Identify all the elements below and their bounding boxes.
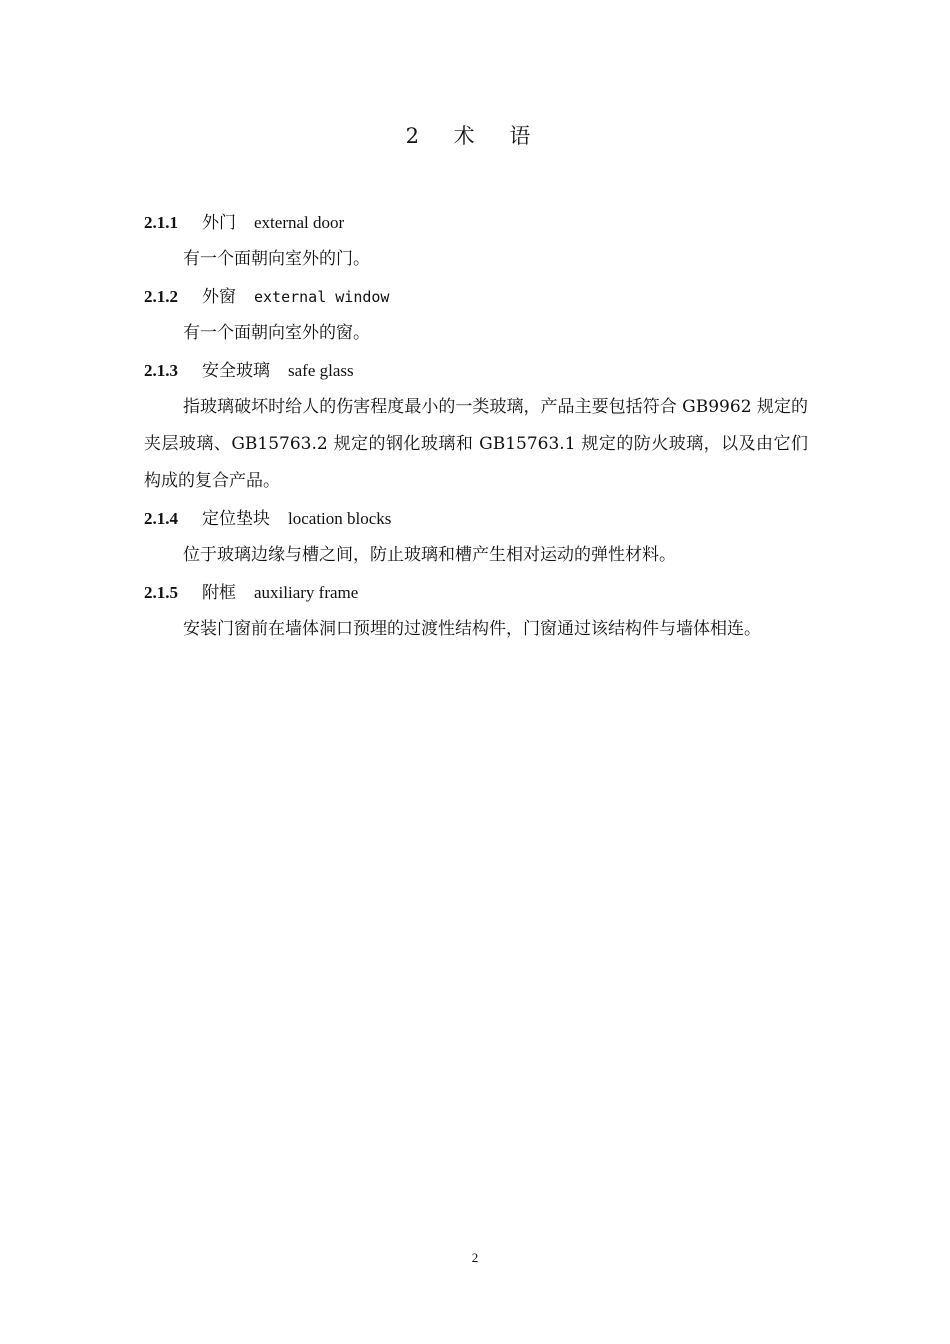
term-chinese: 外门 [202, 213, 236, 233]
term-number: 2.1.1 [144, 213, 178, 232]
term-heading [144, 500, 808, 537]
term-definition: 位于玻璃边缘与槽之间，防止玻璃和槽产生相对运动的弹性材料。 [183, 545, 676, 565]
term-number: 2.1.4 [144, 509, 178, 528]
term-heading [144, 574, 808, 611]
term-chinese: 附框 [202, 583, 236, 603]
page-number: 2 [471, 1250, 479, 1265]
term-definition: 有一个面朝向室外的窗。 [183, 323, 370, 343]
term-heading [144, 352, 808, 389]
term-chinese: 安全玻璃 [202, 361, 270, 381]
term-definition: 有一个面朝向室外的门。 [183, 249, 370, 269]
term-chinese: 外窗 [202, 287, 236, 307]
term-english: location blocks [288, 509, 392, 528]
page-title: 2 术 语 [405, 124, 545, 148]
term-chinese: 定位垫块 [202, 509, 270, 529]
term-number: 2.1.2 [144, 287, 178, 306]
term-number: 2.1.5 [144, 583, 178, 602]
term-english: safe glass [288, 361, 354, 380]
term-definition: 安装门窗前在墙体洞口预埋的过渡性结构件，门窗通过该结构件与墙体相连。 [183, 619, 761, 639]
term-heading [144, 278, 808, 315]
term-definition: 指玻璃破坏时给人的伤害程度最小的一类玻璃，产品主要包括符合 GB9962 规定的夹层玻璃、GB15763.2 规定的钢化玻璃和 GB15763.1 规定的防火玻璃，以及由它们构成的复合产品。 [144, 397, 808, 491]
term-english: auxiliary frame [254, 583, 359, 602]
term-english: external door [254, 213, 345, 232]
term-number: 2.1.3 [144, 361, 178, 380]
term-english: external window [254, 288, 390, 306]
terms-list [144, 204, 808, 648]
term-heading [144, 204, 808, 241]
